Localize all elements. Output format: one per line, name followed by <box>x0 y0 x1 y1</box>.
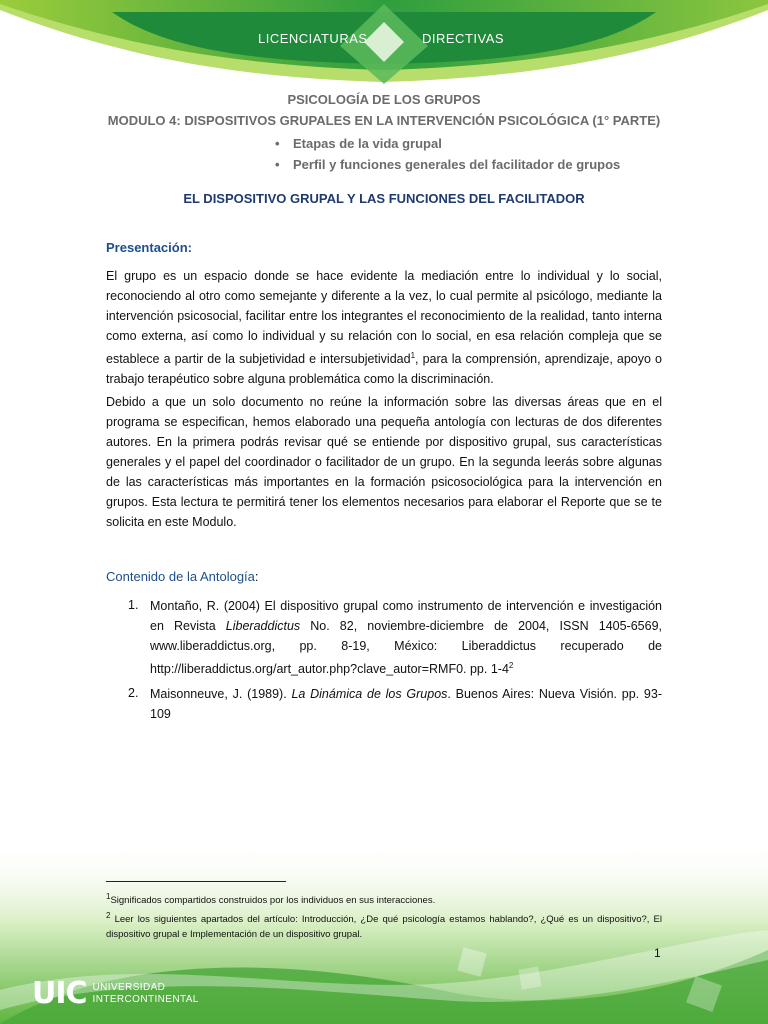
module-title: MODULO 4: DISPOSITIVOS GRUPALES EN LA INTERVENCIÓN PSICOLÓGICA (1° PARTE) <box>107 113 661 128</box>
topic-list <box>275 136 620 178</box>
footnote-item: $^1$Significados compartidos construidos por los individuos en sus interacciones. <box>106 892 436 907</box>
university-logo <box>32 976 199 1011</box>
page-number: 1 <box>654 946 661 960</box>
footnote-item: $^2$ Leer los siguientes apartados del artículo: Introducción, ¿De qué psicología estamos hablando?, ¿Qué es un dispositivo?, El dispositivo grupal e Implementación de un dispositivo grupal. <box>106 911 662 941</box>
reference-number: 1. <box>128 598 139 612</box>
course-title: PSICOLOGÍA DE LOS GRUPOS <box>287 92 481 107</box>
presentacion-paragraph-2: Debido a que un solo documento no reúne la información sobre las diversas áreas que en el programa se especifican, hemos elaborado una pequeña antología con lecturas de dos diferentes autores. En la primera podrás revisar qué se entiende por dispositivo grupal, sus características generales y el papel del coordinador o facilitador de un grupo. En la segunda leerás sobre algunas de las características más importantes en la formación psicosociológica para la intervención en grupos. Esta lectura te permitirá tener los elementos necesarios para elaborar el Reporte que se te solicita en este Modulo. <box>106 395 662 529</box>
topic-item: • Etapas de la vida grupal <box>275 136 442 151</box>
reference-item: Montaño, R. (2004) El dispositivo grupal como instrumento de intervención e investigación en Revista Liberaddictus No. 82, noviembre-diciembre de 2004, ISSN 1405-6569, www.liberaddictus.org, pp. 8-19, México: Liberaddictus recuperado de http://liberaddictus.org/art_autor.php?clave_autor=RMF0. pp. $1-4^2$ <box>150 599 663 677</box>
header-left-text: LICENCIATURAS <box>258 31 368 46</box>
presentacion-paragraph-1: El grupo es un espacio donde se hace evidente la mediación entre lo individual y lo social, reconociendo al otro como semejante y diferente a la vez, lo cual permite al psicólogo, mediante la intervención psicosocial, facilitar entre los integrantes el reconocimiento de la realidad, tanto interna como externa, así como lo individual y su relación con lo social, en esa relación compleja que se establece a partir de la subjetividad e intersubjetividad$^1$, para la comprensión, aprendizaje, apoyo o trabajo terapéutico sobre alguna problemática como la discriminación. <box>106 269 662 387</box>
title-block <box>0 92 768 134</box>
topic-item: • Perfil y funciones generales del facilitador de grupos <box>275 157 621 172</box>
reference-number: 2. <box>128 686 139 700</box>
footnotes <box>106 889 662 942</box>
logo-text: UNIVERSIDAD INTERCONTINENTAL <box>92 981 199 1005</box>
presentacion-heading: Presentación: <box>106 240 192 255</box>
header-banner <box>0 0 768 90</box>
antologia-heading: Contenido de la Antología: <box>106 569 259 584</box>
reference-item: Maisonneuve, J. (1989). La Dinámica de los Grupos. Buenos Aires: Nueva Visión. pp. 93-109 <box>150 687 662 721</box>
footnote-separator <box>106 881 286 882</box>
header-right-text: DIRECTIVAS <box>422 31 505 46</box>
logo-mark: UIC <box>32 976 87 1011</box>
document-title: EL DISPOSITIVO GRUPAL Y LAS FUNCIONES DEL FACILITADOR <box>183 191 585 206</box>
